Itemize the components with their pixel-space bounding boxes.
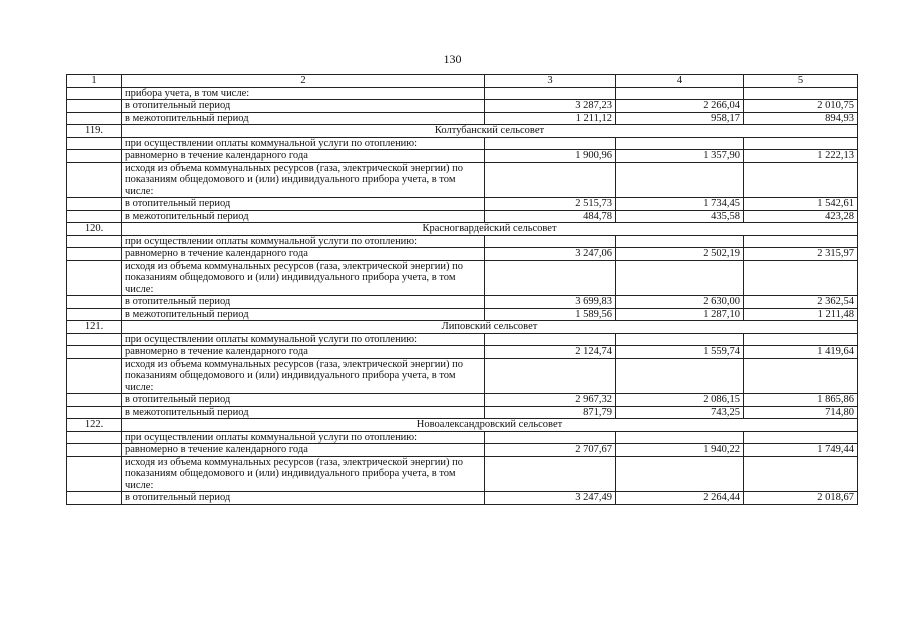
value-col3: 1 900,96 xyxy=(485,150,616,163)
row-number-cell xyxy=(67,394,122,407)
table-row xyxy=(67,358,858,394)
table-row xyxy=(67,260,858,296)
header-cell-4: 4 xyxy=(616,75,744,88)
value-col5 xyxy=(744,333,858,346)
value-col5: 1 542,61 xyxy=(744,198,858,211)
row-description: при осуществлении оплаты коммунальной услуги по отоплению: xyxy=(122,431,485,444)
value-col5: 2 018,67 xyxy=(744,492,858,505)
section-row xyxy=(67,125,858,138)
value-col4: 1 940,22 xyxy=(616,444,744,457)
value-col3: 3 247,06 xyxy=(485,248,616,261)
row-number-cell xyxy=(67,444,122,457)
value-col4 xyxy=(616,235,744,248)
row-description: в межотопительный период xyxy=(122,308,485,321)
row-description: при осуществлении оплаты коммунальной услуги по отоплению: xyxy=(122,333,485,346)
value-col3 xyxy=(485,235,616,248)
table-row xyxy=(67,198,858,211)
value-col5 xyxy=(744,87,858,100)
row-description: равномерно в течение календарного года xyxy=(122,346,485,359)
row-description: в отопительный период xyxy=(122,394,485,407)
value-col5 xyxy=(744,260,858,296)
table-row xyxy=(67,235,858,248)
value-col4: 1 357,90 xyxy=(616,150,744,163)
row-description: равномерно в течение календарного года xyxy=(122,444,485,457)
row-number-cell xyxy=(67,333,122,346)
value-col4: 743,25 xyxy=(616,406,744,419)
table-row xyxy=(67,87,858,100)
value-col4: 1 287,10 xyxy=(616,308,744,321)
value-col3 xyxy=(485,333,616,346)
section-number: 122. xyxy=(67,419,122,432)
table-row xyxy=(67,308,858,321)
row-number-cell xyxy=(67,210,122,223)
header-row xyxy=(67,75,858,88)
value-col4 xyxy=(616,260,744,296)
table-row xyxy=(67,112,858,125)
row-description: при осуществлении оплаты коммунальной услуги по отоплению: xyxy=(122,235,485,248)
section-number: 121. xyxy=(67,321,122,334)
value-col4: 2 502,19 xyxy=(616,248,744,261)
header-cell-3: 3 xyxy=(485,75,616,88)
section-title: Колтубанский сельсовет xyxy=(122,125,858,138)
row-description: в отопительный период xyxy=(122,100,485,113)
table-row xyxy=(67,346,858,359)
table-row xyxy=(67,456,858,492)
value-col5 xyxy=(744,162,858,198)
section-title: Липовский сельсовет xyxy=(122,321,858,334)
value-col4 xyxy=(616,333,744,346)
value-col5 xyxy=(744,358,858,394)
value-col4: 435,58 xyxy=(616,210,744,223)
table-row xyxy=(67,248,858,261)
value-col3: 2 967,32 xyxy=(485,394,616,407)
value-col5 xyxy=(744,431,858,444)
row-description: в отопительный период xyxy=(122,296,485,309)
row-number-cell xyxy=(67,150,122,163)
section-row xyxy=(67,223,858,236)
row-number-cell xyxy=(67,346,122,359)
section-number: 119. xyxy=(67,125,122,138)
row-number-cell xyxy=(67,358,122,394)
section-number: 120. xyxy=(67,223,122,236)
row-number-cell xyxy=(67,100,122,113)
section-row xyxy=(67,321,858,334)
value-col4 xyxy=(616,87,744,100)
value-col4: 958,17 xyxy=(616,112,744,125)
table-row xyxy=(67,394,858,407)
value-col3: 1 211,12 xyxy=(485,112,616,125)
row-number-cell xyxy=(67,406,122,419)
table-row xyxy=(67,431,858,444)
value-col4: 2 630,00 xyxy=(616,296,744,309)
row-description: в отопительный период xyxy=(122,198,485,211)
value-col4: 1 559,74 xyxy=(616,346,744,359)
value-col3: 484,78 xyxy=(485,210,616,223)
value-col3 xyxy=(485,358,616,394)
header-cell-2: 2 xyxy=(122,75,485,88)
row-description: исходя из объема коммунальных ресурсов (газа, электрической энергии) по показаниям общедомового и (или) индивидуального прибора учета, в том числе: xyxy=(122,456,485,492)
value-col4 xyxy=(616,431,744,444)
value-col3: 2 515,73 xyxy=(485,198,616,211)
value-col3: 1 589,56 xyxy=(485,308,616,321)
value-col5: 423,28 xyxy=(744,210,858,223)
value-col5: 1 865,86 xyxy=(744,394,858,407)
row-description: равномерно в течение календарного года xyxy=(122,150,485,163)
row-description: исходя из объема коммунальных ресурсов (газа, электрической энергии) по показаниям общедомового и (или) индивидуального прибора учета, в том числе: xyxy=(122,260,485,296)
value-col5: 2 362,54 xyxy=(744,296,858,309)
value-col4 xyxy=(616,162,744,198)
row-number-cell xyxy=(67,431,122,444)
table-row xyxy=(67,333,858,346)
value-col3: 3 287,23 xyxy=(485,100,616,113)
row-description: в межотопительный период xyxy=(122,210,485,223)
value-col5: 2 315,97 xyxy=(744,248,858,261)
table-row xyxy=(67,150,858,163)
row-description: в межотопительный период xyxy=(122,112,485,125)
value-col5: 714,80 xyxy=(744,406,858,419)
value-col5: 894,93 xyxy=(744,112,858,125)
section-row xyxy=(67,419,858,432)
row-description: в межотопительный период xyxy=(122,406,485,419)
row-description: прибора учета, в том числе: xyxy=(122,87,485,100)
row-number-cell xyxy=(67,248,122,261)
row-number-cell xyxy=(67,112,122,125)
table-row xyxy=(67,296,858,309)
row-number-cell xyxy=(67,235,122,248)
table-row xyxy=(67,406,858,419)
table-row xyxy=(67,492,858,505)
value-col3 xyxy=(485,431,616,444)
row-description: исходя из объема коммунальных ресурсов (газа, электрической энергии) по показаниям общедомового и (или) индивидуального прибора учета, в том числе: xyxy=(122,162,485,198)
table-row xyxy=(67,100,858,113)
header-cell-1: 1 xyxy=(67,75,122,88)
section-title: Красногвардейский сельсовет xyxy=(122,223,858,236)
row-number-cell xyxy=(67,260,122,296)
value-col5 xyxy=(744,456,858,492)
row-number-cell xyxy=(67,87,122,100)
value-col3 xyxy=(485,260,616,296)
row-number-cell xyxy=(67,137,122,150)
row-number-cell xyxy=(67,456,122,492)
value-col5: 1 211,48 xyxy=(744,308,858,321)
value-col4: 2 086,15 xyxy=(616,394,744,407)
value-col3 xyxy=(485,162,616,198)
value-col3 xyxy=(485,456,616,492)
table-body xyxy=(67,75,858,505)
table-row xyxy=(67,137,858,150)
value-col3: 3 247,49 xyxy=(485,492,616,505)
row-description: исходя из объема коммунальных ресурсов (газа, электрической энергии) по показаниям общедомового и (или) индивидуального прибора учета, в том числе: xyxy=(122,358,485,394)
value-col3: 2 707,67 xyxy=(485,444,616,457)
table-row xyxy=(67,210,858,223)
value-col5: 2 010,75 xyxy=(744,100,858,113)
value-col4: 2 266,04 xyxy=(616,100,744,113)
value-col5 xyxy=(744,235,858,248)
row-number-cell xyxy=(67,308,122,321)
tariff-table xyxy=(66,74,858,505)
value-col3: 2 124,74 xyxy=(485,346,616,359)
row-description: в отопительный период xyxy=(122,492,485,505)
value-col5: 1 222,13 xyxy=(744,150,858,163)
row-description: при осуществлении оплаты коммунальной услуги по отоплению: xyxy=(122,137,485,150)
row-number-cell xyxy=(67,296,122,309)
value-col3 xyxy=(485,87,616,100)
row-number-cell xyxy=(67,162,122,198)
page-number: 130 xyxy=(443,52,462,66)
value-col4 xyxy=(616,137,744,150)
table-row xyxy=(67,162,858,198)
value-col3 xyxy=(485,137,616,150)
row-description: равномерно в течение календарного года xyxy=(122,248,485,261)
value-col4: 1 734,45 xyxy=(616,198,744,211)
value-col5: 1 749,44 xyxy=(744,444,858,457)
table-row xyxy=(67,444,858,457)
row-number-cell xyxy=(67,198,122,211)
value-col5: 1 419,64 xyxy=(744,346,858,359)
value-col4 xyxy=(616,358,744,394)
value-col3: 3 699,83 xyxy=(485,296,616,309)
section-title: Новоалександровский сельсовет xyxy=(122,419,858,432)
value-col5 xyxy=(744,137,858,150)
row-number-cell xyxy=(67,492,122,505)
value-col3: 871,79 xyxy=(485,406,616,419)
value-col4: 2 264,44 xyxy=(616,492,744,505)
value-col4 xyxy=(616,456,744,492)
header-cell-5: 5 xyxy=(744,75,858,88)
